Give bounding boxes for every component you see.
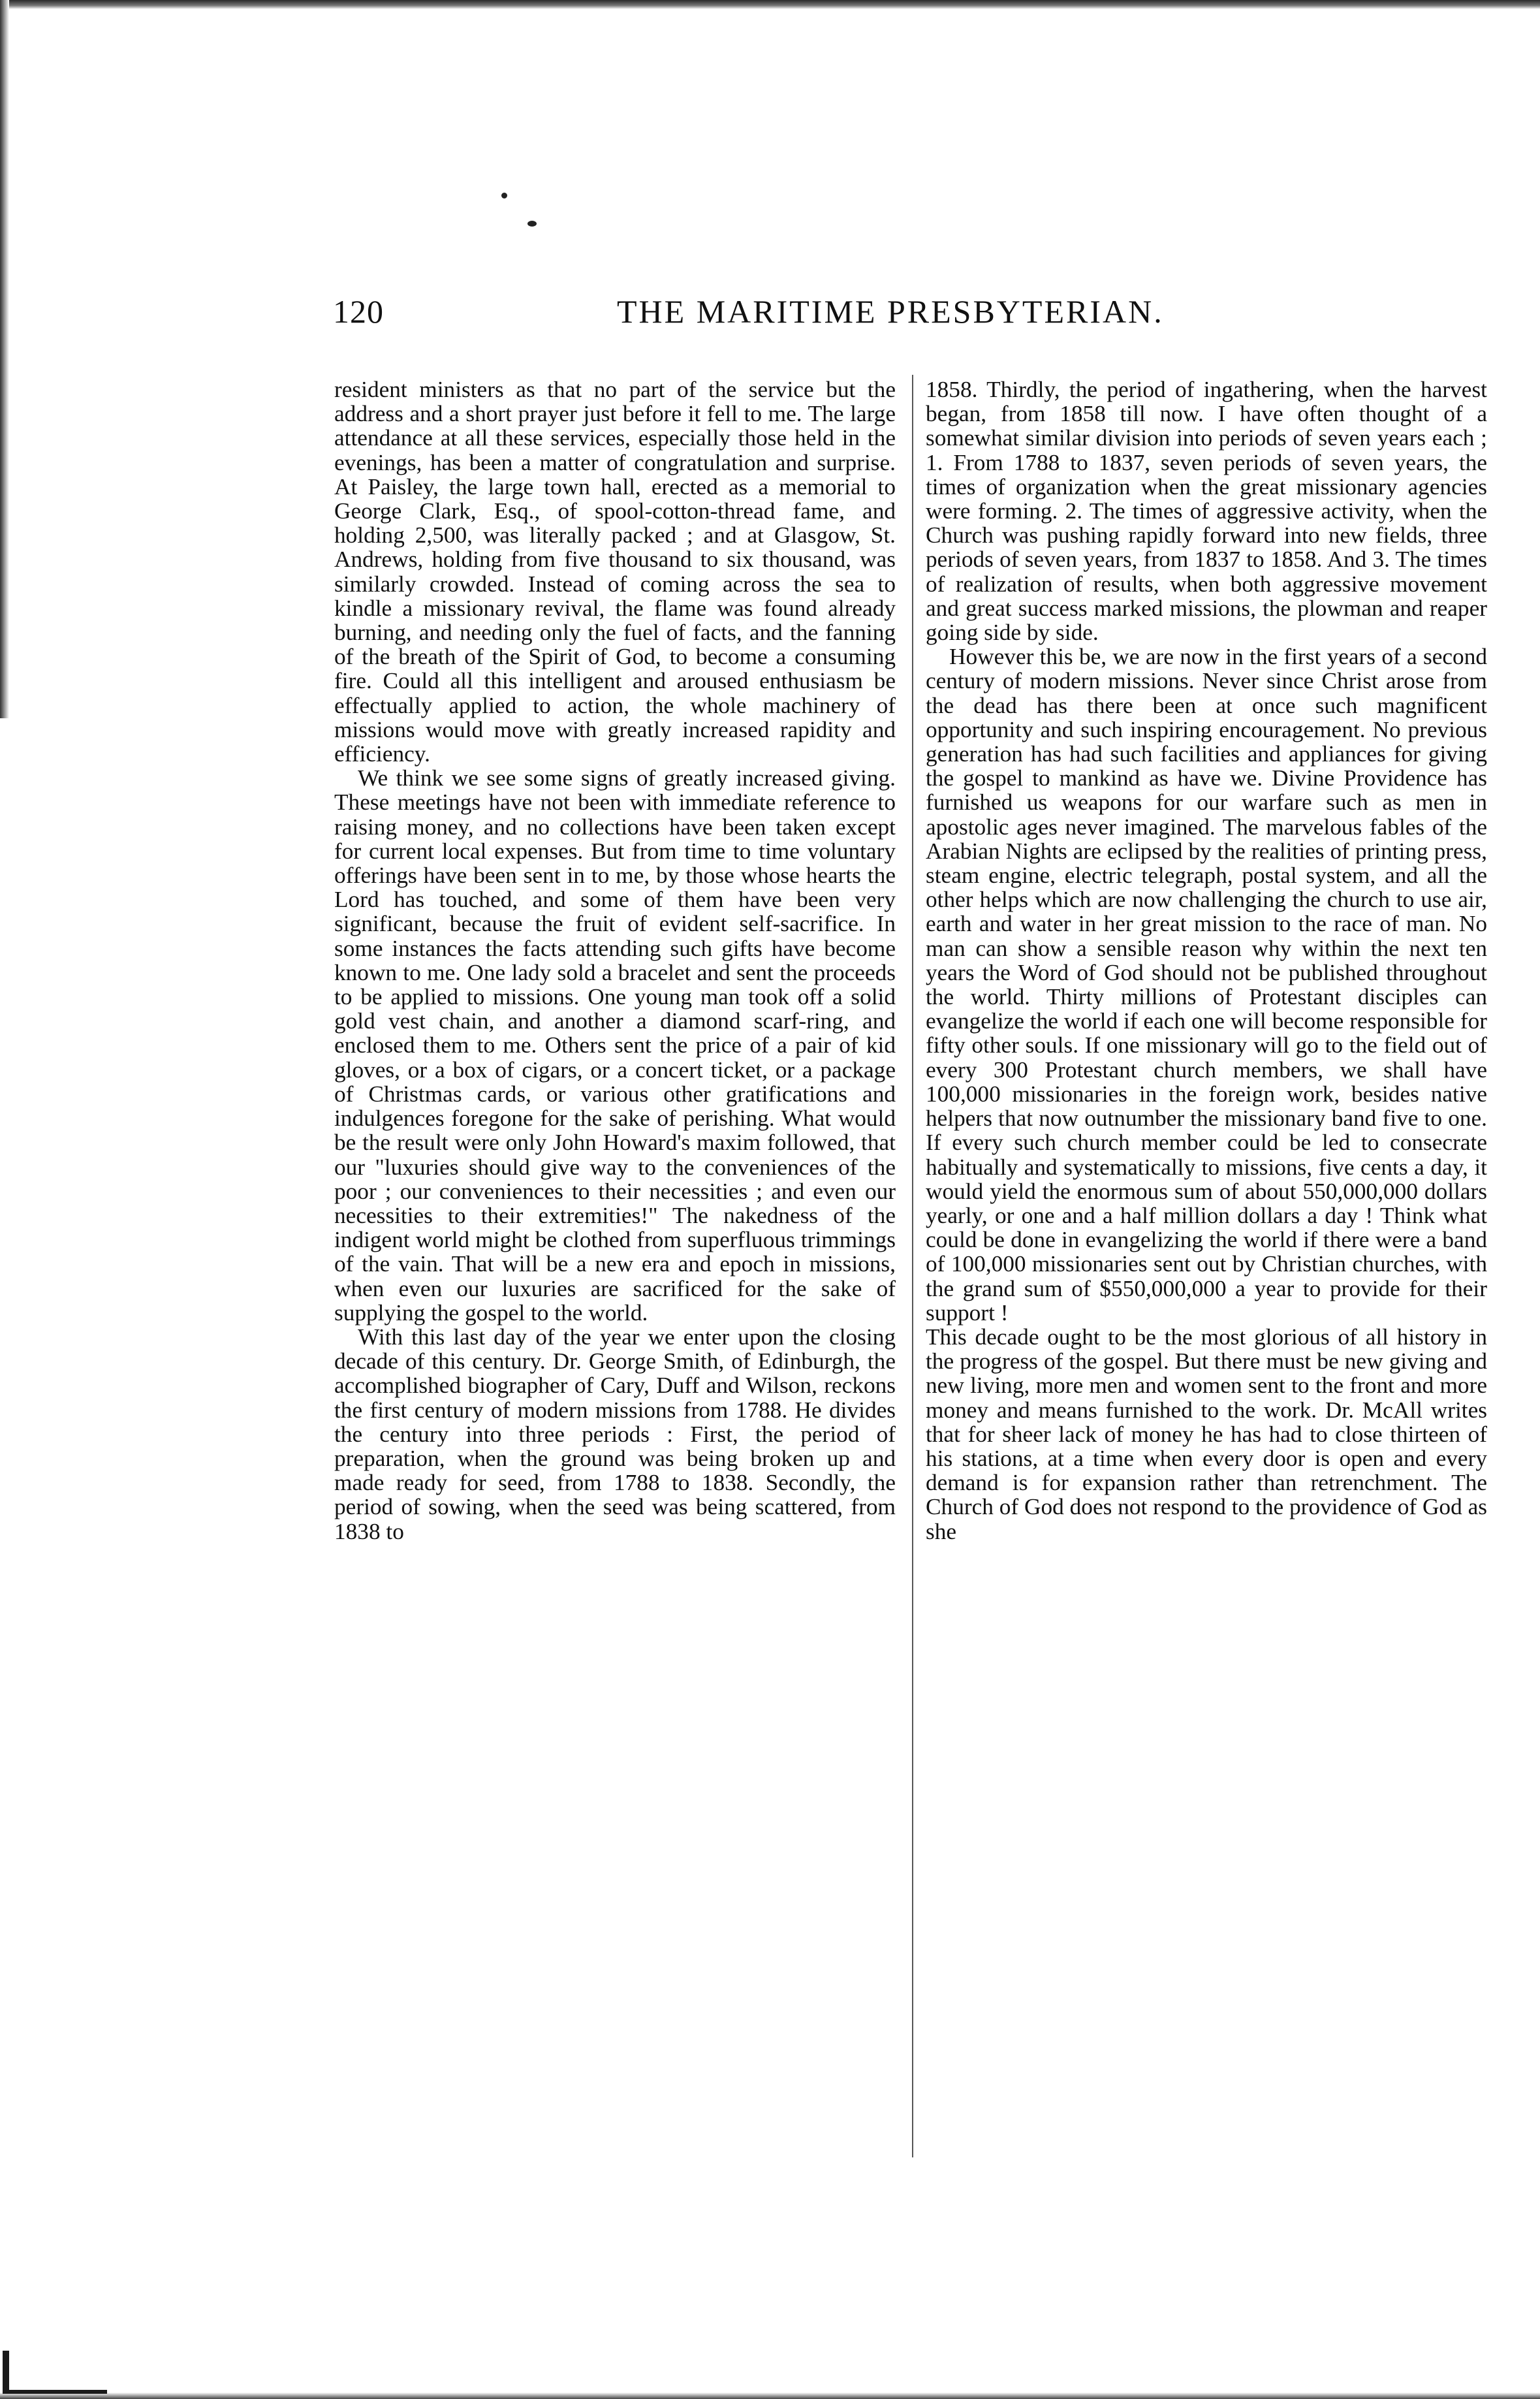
scan-corner-mark [3, 2351, 107, 2394]
right-column [926, 377, 1487, 1544]
scan-bottom-edge [0, 2392, 1540, 2399]
column-divider [912, 375, 913, 2157]
paragraph: However this be, we are now in the first years of a second century of modern missions. Never since Christ arose from the dead has there been at once such magnificent opportunity and such inspiring encouragement. No previous generation has had such facilities and appliances for giving the gospel to mankind as have we. Divine Providence has furnished us weapons for our warfare such as men in apostolic ages never imagined. The marvelous fables of the Arabian Nights are eclipsed by the realities of printing press, steam engine, electric telegraph, postal system, and all the other helps which are now challenging the church to use air, earth and water in her great mission to the race of man. No man can show a sensible reason why within the next ten years the Word of God should not be published throughout the world. Thirty millions of Protestant disciples can evangelize the world if each one will become responsible for fifty other souls. If one missionary will go to the field out of every 300 Protestant church members, we shall have 100,000 missionaries in the foreign work, besides native helpers that now outnumber the missionary band five to one. If every such church member could be led to consecrate habitually and systematically to missions, five cents a day, it would yield the enormous sum of about 550,000,000 dollars yearly, or one and a half million dollars a day ! Think what could be done in evangelizing the world if there were a band of 100,000 missionaries sent out by Christian churches, with the grand sum of $550,000,000 a year to provide for their support ! [926, 644, 1487, 1326]
left-column [334, 377, 896, 1544]
paragraph: We think we see some signs of greatly increased giving. These meetings have not been with immediate reference to raising money, and no collections have been taken except for current local expenses. But from time to time voluntary offerings have been sent in to me, by those whose hearts the Lord has touched, and some of them have been very significant, because the fruit of evident self-sacrifice. In some instances the facts attending such gifts have become known to me. One lady sold a bracelet and sent the proceeds to be applied to missions. One young man took off a solid gold vest chain, and another a diamond scarf-ring, and enclosed them to me. Others sent the price of a pair of kid gloves, or a box of cigars, or a concert ticket, or a package of Christmas cards, or various other gratifications and indulgences foregone for the sake of perishing. What would be the result were only John Howard's maxim followed, that our "luxuries should give way to the conveniences of the poor ; our conveniences to their necessities ; and even our necessities to their extremities!" The nakedness of the indigent world might be clothed from superfluous trimmings of the vain. That will be a new era and epoch in missions, when even our luxuries are sacrificed for the sake of supplying the gospel to the world. [334, 765, 896, 1326]
ink-speck [527, 221, 537, 227]
scan-left-edge [0, 0, 9, 718]
paragraph: With this last day of the year we enter upon the closing decade of this century. Dr. George Smith, of Edinburgh, the accomplished biographer of Cary, Duff and Wilson, reckons the first century of modern missions from 1788. He divides the century into three periods : First, the period of preparation, when the ground was being broken up and made ready for seed, from 1788 to 1838. Secondly, the period of sowing, when the seed was being scattered, from 1838 to [334, 1324, 896, 1544]
paragraph: 1858. Thirdly, the period of ingathering, when the harvest began, from 1858 till now. I have often thought of a somewhat similar division into periods of seven years each ; 1. From 1788 to 1837, seven periods of seven years, the times of organization when the great missionary agencies were forming. 2. The times of aggressive activity, when the Church was pushing rapidly forward into new fields, three periods of seven years, from 1837 to 1858. And 3. The times of realization of results, when both aggressive movement and great success marked missions, the plowman and reaper going side by side. [926, 377, 1487, 646]
scan-top-edge [0, 0, 1540, 9]
paragraph: resident ministers as that no part of the service but the address and a short prayer just before it fell to me. The large attendance at all these services, especially those held in the evenings, has been a matter of congratulation and surprise. At Paisley, the large town hall, erected as a memorial to George Clark, Esq., of spool-cotton-thread fame, and holding 2,500, was literally packed ; and at Glasgow, St. Andrews, holding from five thousand to six thousand, was similarly crowded. Instead of coming across the sea to kindle a missionary revival, the flame was found already burning, and needing only the fuel of facts, and the fanning of the breath of the Spirit of God, to become a consuming fire. Could all this intelligent and aroused enthusiasm be effectually applied to action, the whole machinery of missions would move with greatly increased rapidity and efficiency. [334, 377, 896, 767]
running-title: THE MARITIME PRESBYTERIAN. [617, 293, 1164, 330]
paragraph: This decade ought to be the most glorious of all history in the progress of the gospel. But there must be new giving and new living, more men and women sent to the front and more money and means furnished to the work. Dr. McAll writes that for sheer lack of money he has had to close thirteen of his stations, at a time when every door is open and every demand is for expansion rather than retrenchment. The Church of God does not respond to the providence of God as she [926, 1324, 1487, 1544]
page-header [333, 293, 1247, 338]
page-number: 120 [333, 293, 384, 330]
ink-speck [501, 193, 507, 199]
